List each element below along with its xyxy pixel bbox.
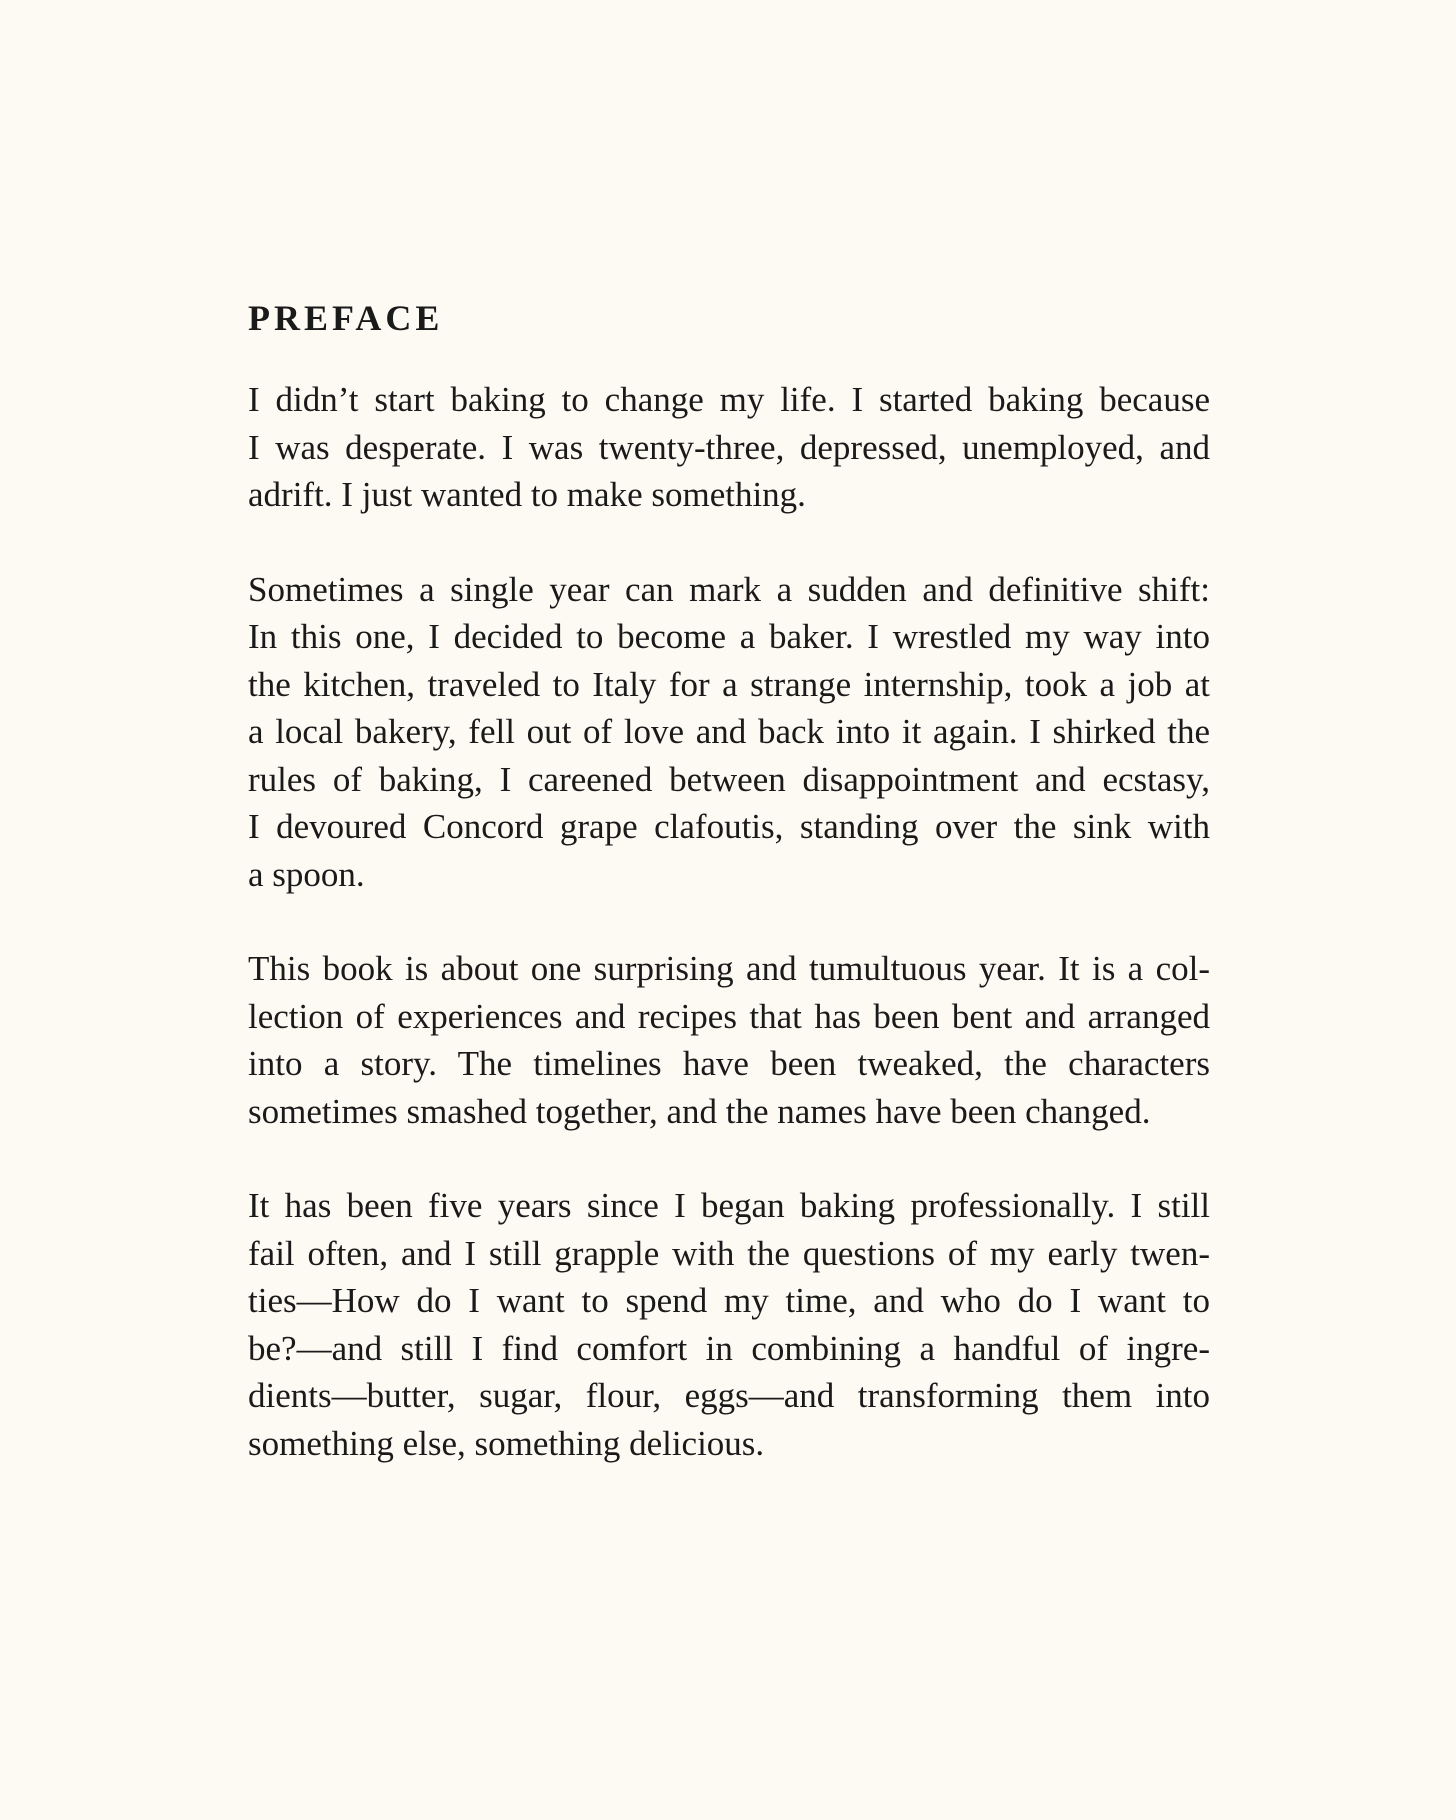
paragraph-1 — [248, 376, 1210, 519]
text-line: I didn’t start baking to change my life. I started baking because — [248, 380, 1210, 419]
text-line: dients—butter, sugar, flour, eggs—and transforming them into — [248, 1376, 1210, 1415]
text-line: rules of baking, I careened between disappointment and ecstasy, — [248, 759, 1210, 799]
text-line: be?—and still I find comfort in combining a handful of ingre- — [248, 1328, 1210, 1368]
text-line: fail often, and I still grapple with the questions of my early twen- — [248, 1233, 1210, 1273]
text-line: something else, something delicious. — [248, 1423, 765, 1463]
text-line: a local bakery, fell out of love and back into it again. I shirked the — [248, 712, 1210, 751]
preface-heading: PREFACE — [248, 298, 444, 338]
paragraph-4 — [248, 1182, 1210, 1467]
text-line: adrift. I just wanted to make something. — [248, 475, 806, 514]
text-line: into a story. The timelines have been tweaked, the characters — [248, 1044, 1210, 1083]
paragraph-2 — [248, 566, 1210, 899]
text-line: Sometimes a single year can mark a sudden and definitive shift: — [248, 569, 1210, 609]
text-line: I was desperate. I was twenty-three, depressed, unemployed, and — [248, 427, 1210, 467]
text-line: a spoon. — [248, 854, 365, 894]
text-line: I devoured Concord grape clafoutis, standing over the sink with — [248, 807, 1210, 846]
paragraph-3 — [248, 945, 1210, 1135]
text-line: lection of experiences and recipes that has been bent and arranged — [248, 996, 1210, 1036]
text-line: This book is about one surprising and tumultuous year. It is a col- — [248, 949, 1210, 988]
text-line: sometimes smashed together, and the names have been changed. — [248, 1091, 1151, 1131]
preface-page — [248, 300, 1210, 1514]
text-line: ties—How do I want to spend my time, and who do I want to — [248, 1281, 1210, 1320]
text-line: the kitchen, traveled to Italy for a strange internship, took a job at — [248, 664, 1210, 704]
text-line: It has been five years since I began baking professionally. I still — [248, 1186, 1210, 1225]
text-line: In this one, I decided to become a baker. I wrestled my way into — [248, 617, 1210, 656]
